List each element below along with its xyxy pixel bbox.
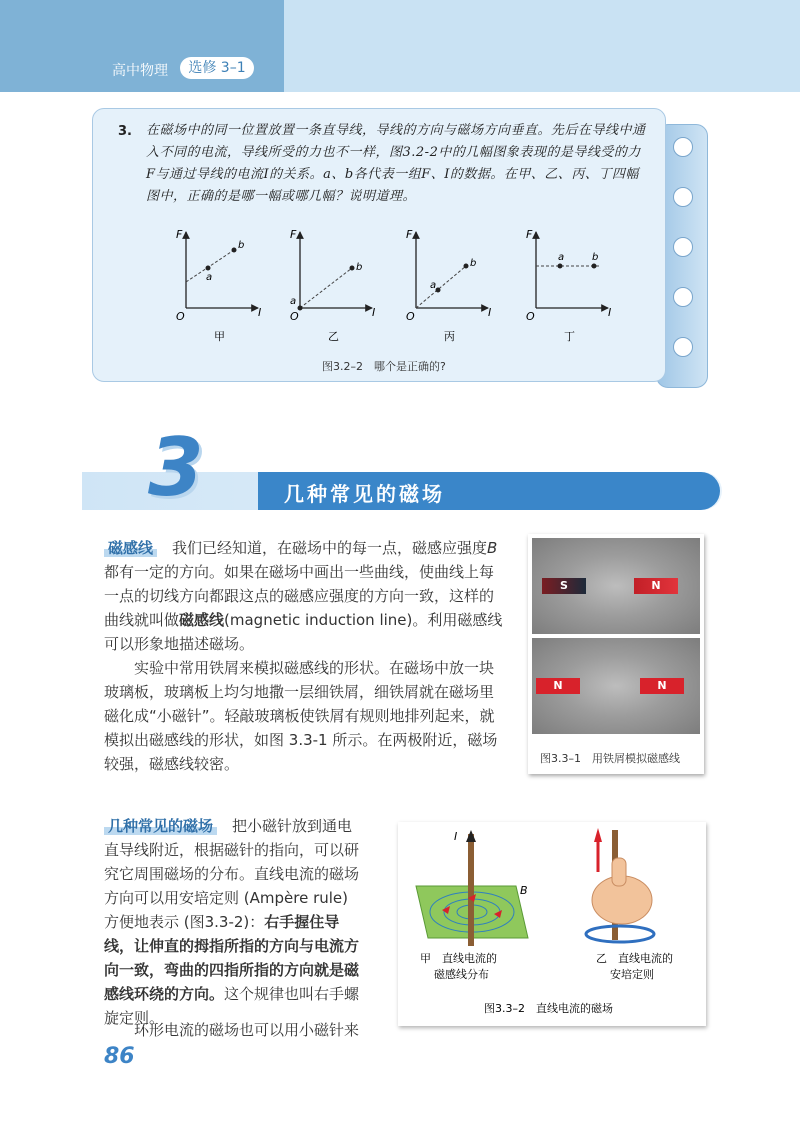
straight-current-diagram [398,822,706,1026]
y-axis-label: F [176,228,183,241]
point-b-label: b [238,240,245,251]
photo-like-poles [532,638,700,734]
figure-iron-filings [528,534,704,774]
fig-left-caption-2: 磁感线分布 [434,968,489,981]
graph-ding [526,228,611,343]
y-axis-label: F [290,228,297,241]
keyword-label: 几种常见的磁场 [104,817,217,835]
graph-jia [176,228,261,343]
fig-right-caption-2: 安培定则 [610,968,654,981]
point-b [232,248,237,253]
fig-left-caption-1: 甲 直线电流的 [420,952,497,965]
exercise-text: 在磁场中的同一位置放置一条直导线，导线的方向与磁场方向垂直。先后在导线中通入不同的电流，导线所受的力也不一样，图3.2-2中的几幅图象表现的是导线受的力F与通过导线的电流I的关系。a、b各代表一组F、I的数据。在甲、乙、丙、丁四幅图中，正确的是哪一幅或哪几幅？说明道理。 [146,123,646,204]
origin-label: O [406,310,415,323]
point-a [206,266,211,271]
binder-hole-icon [673,187,693,207]
fi-graphs [168,222,648,350]
section-number: 3 [148,421,204,514]
page-number: 86 [104,1044,135,1069]
graph-label: 乙 [328,330,339,343]
point-b [592,264,597,269]
graph-bing [406,228,491,343]
origin-label: O [290,310,299,323]
binder-hole-icon [673,337,693,357]
figure-straight-current [398,822,706,1026]
book-volume: 选修 3–1 [180,57,254,79]
point-a-label: a [290,296,297,307]
point-b [464,264,469,269]
point-b-label: b [592,252,599,263]
exercise-number: 3. [118,124,132,139]
graph-label: 甲 [214,330,225,343]
point-b-label: b [470,258,477,269]
para-ring-current: 环形电流的磁场也可以用小磁针来 [134,1021,360,1039]
ampere-rule-text: 右手握住导线，让伸直的拇指所指的方向与电流方向一致，弯曲的四指所指的方向就是磁感线环绕的方向。 [104,913,360,1003]
graph-label: 丁 [564,330,575,343]
current-label: I [454,830,458,843]
field-label: B [520,884,528,897]
y-axis-label: F [526,228,533,241]
fig-right-caption-1: 乙 直线电流的 [596,952,673,965]
section-title: 几种常见的磁场 [284,482,445,506]
para-common-fields: 几种常见的磁场 把小磁针放到通电直导线附近，根据磁针的指向，可以研究它周围磁场的分布。直线电流的磁场方向可以用安培定则 (Ampère rule) 方便地表示 (图3.3-2)：右手握住导线，让伸直的拇指所指的方向与电流方向一致，弯曲的四指所指的方向就是磁感线环绕的方向。这个规律也叫右手螺旋定则。 [104,817,360,1027]
binder-hole-icon [673,287,693,307]
magnet-s: S [542,578,586,594]
point-a-label: a [206,272,213,283]
point-b [350,266,355,271]
keyword-label: 磁感线 [104,539,157,557]
magnet-n: N [640,678,684,694]
para-magnetic-induction-line: 磁感线 我们已经知道，在磁场中的每一点，磁感应强度B都有一定的方向。如果在磁场中画出一些曲线，使曲线上每一点的切线方向都跟这点的磁感应强度的方向一致，这样的曲线就叫做磁感线(magnetic induction line)。利用磁感线可以形象地描述磁场。 实验中常用铁屑来模拟磁感线的形状。在磁场中放一块玻璃板，玻璃板上均匀地撒一层细铁屑，细铁屑就在磁场里磁化成“小磁针”。轻敲玻璃板使铁屑有规则地排列起来，就模拟出磁感线的形状，如图 3.3-1 所示。在两极附近，磁场较强，磁感线较密。 [104,536,504,776]
term: 磁感线 [179,611,225,629]
magnet-n: N [634,578,678,594]
x-axis-label: I [372,306,376,319]
x-axis-label: I [488,306,492,319]
photo-opposite-poles [532,538,700,634]
x-axis-label: I [608,306,612,319]
binder-hole-icon [673,137,693,157]
graph-label: 丙 [444,330,455,343]
point-a-label: a [430,280,437,291]
current-arrow-icon [594,828,602,842]
point-a [558,264,563,269]
figure2-caption: 图3.3–2 直线电流的磁场 [484,1002,613,1015]
graph-yi [290,228,375,343]
point-a [436,288,441,293]
book-subject: 高中物理 [112,63,168,79]
field-direction-icon [586,926,654,942]
para-iron-filings: 实验中常用铁屑来模拟磁感线的形状。在磁场中放一块玻璃板，玻璃板上均匀地撒一层细铁屑，细铁屑就在磁场里磁化成“小磁针”。轻敲玻璃板使铁屑有规则地排列起来，就模拟出磁感线的形状，如图 3.3-1 所示。在两极附近，磁场较强，磁感线较密。 [104,659,498,773]
point-a-label: a [558,252,565,263]
exercise-figure-caption: 图3.2–2 哪个是正确的? [322,360,446,373]
y-axis-label: F [406,228,413,241]
point-b-label: b [356,262,363,273]
x-axis-label: I [258,306,262,319]
binder-hole-icon [673,237,693,257]
magnet-n: N [536,678,580,694]
figure1-caption: 图3.3–1 用铁屑模拟磁感线 [540,752,680,765]
origin-label: O [176,310,185,323]
origin-label: O [526,310,535,323]
